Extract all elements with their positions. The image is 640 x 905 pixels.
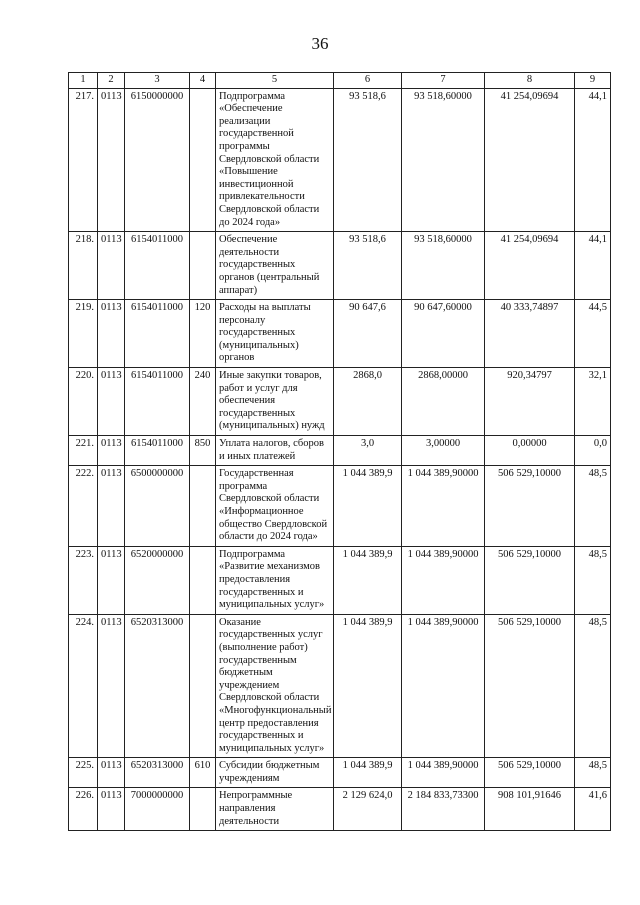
table-row <box>69 300 611 368</box>
executed-amount: 920,34797 <box>485 368 575 436</box>
executed-amount: 0,00000 <box>485 436 575 466</box>
page-number: 36 <box>311 34 329 53</box>
budget-table <box>68 72 611 831</box>
table-row <box>69 546 611 614</box>
section-code: 0113 <box>98 300 125 368</box>
column-header-8: 8 <box>485 73 575 89</box>
executed-amount: 41 254,09694 <box>485 232 575 300</box>
executed-amount: 41 254,09694 <box>485 88 575 232</box>
approved-amount: 1 044 389,9 <box>334 614 402 758</box>
execution-percent: 0,0 <box>575 436 611 466</box>
column-header-5: 5 <box>216 73 334 89</box>
table-row <box>69 88 611 232</box>
execution-percent: 44,1 <box>575 88 611 232</box>
row-number: 226. <box>69 788 98 831</box>
expense-type-code: 610 <box>190 758 216 788</box>
item-name: Оказание государственных услуг (выполнение работ) государственным бюджетным учреждением Свердловской области «Многофункциональный центр предоставления государственных и муниципальных услуг» <box>216 614 334 758</box>
expense-type-code <box>190 466 216 547</box>
refined-amount: 1 044 389,90000 <box>402 614 485 758</box>
approved-amount: 3,0 <box>334 436 402 466</box>
target-article-code: 6500000000 <box>125 466 190 547</box>
target-article-code: 6154011000 <box>125 300 190 368</box>
table-row <box>69 368 611 436</box>
row-number: 220. <box>69 368 98 436</box>
expense-type-code <box>190 614 216 758</box>
refined-amount: 2 184 833,73300 <box>402 788 485 831</box>
row-number: 218. <box>69 232 98 300</box>
item-name: Иные закупки товаров, работ и услуг для обеспечения государственных (муниципальных) нужд <box>216 368 334 436</box>
column-header-9: 9 <box>575 73 611 89</box>
approved-amount: 1 044 389,9 <box>334 546 402 614</box>
item-name: Субсидии бюджетным учреждениям <box>216 758 334 788</box>
refined-amount: 93 518,60000 <box>402 88 485 232</box>
table-row <box>69 232 611 300</box>
expense-type-code <box>190 546 216 614</box>
refined-amount: 93 518,60000 <box>402 232 485 300</box>
item-name: Подпрограмма «Развитие механизмов предоставления государственных и муниципальных услуг» <box>216 546 334 614</box>
column-header-3: 3 <box>125 73 190 89</box>
section-code: 0113 <box>98 758 125 788</box>
section-code: 0113 <box>98 614 125 758</box>
refined-amount: 1 044 389,90000 <box>402 546 485 614</box>
approved-amount: 2 129 624,0 <box>334 788 402 831</box>
column-header-2: 2 <box>98 73 125 89</box>
approved-amount: 93 518,6 <box>334 88 402 232</box>
column-header-4: 4 <box>190 73 216 89</box>
row-number: 223. <box>69 546 98 614</box>
approved-amount: 90 647,6 <box>334 300 402 368</box>
target-article-code: 7000000000 <box>125 788 190 831</box>
execution-percent: 44,1 <box>575 232 611 300</box>
row-number: 222. <box>69 466 98 547</box>
target-article-code: 6520000000 <box>125 546 190 614</box>
execution-percent: 48,5 <box>575 758 611 788</box>
execution-percent: 48,5 <box>575 546 611 614</box>
row-number: 221. <box>69 436 98 466</box>
item-name: Обеспечение деятельности государственных органов (центральный аппарат) <box>216 232 334 300</box>
row-number: 217. <box>69 88 98 232</box>
target-article-code: 6520313000 <box>125 614 190 758</box>
column-header-7: 7 <box>402 73 485 89</box>
execution-percent: 48,5 <box>575 466 611 547</box>
refined-amount: 1 044 389,90000 <box>402 758 485 788</box>
executed-amount: 506 529,10000 <box>485 466 575 547</box>
table-row <box>69 436 611 466</box>
expense-type-code <box>190 788 216 831</box>
expense-type-code: 850 <box>190 436 216 466</box>
section-code: 0113 <box>98 788 125 831</box>
item-name: Расходы на выплаты персоналу государственных (муниципальных) органов <box>216 300 334 368</box>
section-code: 0113 <box>98 368 125 436</box>
executed-amount: 506 529,10000 <box>485 546 575 614</box>
target-article-code: 6154011000 <box>125 368 190 436</box>
section-code: 0113 <box>98 546 125 614</box>
target-article-code: 6150000000 <box>125 88 190 232</box>
expense-type-code <box>190 232 216 300</box>
refined-amount: 2868,00000 <box>402 368 485 436</box>
approved-amount: 2868,0 <box>334 368 402 436</box>
table-body <box>69 88 611 831</box>
approved-amount: 1 044 389,9 <box>334 758 402 788</box>
column-header-6: 6 <box>334 73 402 89</box>
row-number: 219. <box>69 300 98 368</box>
target-article-code: 6154011000 <box>125 232 190 300</box>
target-article-code: 6520313000 <box>125 758 190 788</box>
expense-type-code: 120 <box>190 300 216 368</box>
table-row <box>69 466 611 547</box>
target-article-code: 6154011000 <box>125 436 190 466</box>
approved-amount: 93 518,6 <box>334 232 402 300</box>
refined-amount: 90 647,60000 <box>402 300 485 368</box>
execution-percent: 41,6 <box>575 788 611 831</box>
expense-type-code: 240 <box>190 368 216 436</box>
table-row <box>69 614 611 758</box>
expense-type-code <box>190 88 216 232</box>
section-code: 0113 <box>98 436 125 466</box>
section-code: 0113 <box>98 466 125 547</box>
execution-percent: 44,5 <box>575 300 611 368</box>
table-row <box>69 788 611 831</box>
column-header-1: 1 <box>69 73 98 89</box>
item-name: Непрограммные направления деятельности <box>216 788 334 831</box>
row-number: 225. <box>69 758 98 788</box>
executed-amount: 506 529,10000 <box>485 758 575 788</box>
row-number: 224. <box>69 614 98 758</box>
executed-amount: 908 101,91646 <box>485 788 575 831</box>
header-row <box>69 73 611 89</box>
item-name: Государственная программа Свердловской области «Информационное общество Свердловской области до 2024 года» <box>216 466 334 547</box>
section-code: 0113 <box>98 232 125 300</box>
refined-amount: 3,00000 <box>402 436 485 466</box>
refined-amount: 1 044 389,90000 <box>402 466 485 547</box>
table-row <box>69 758 611 788</box>
item-name: Подпрограмма «Обеспечение реализации государственной программы Свердловской области «Повышение инвестиционной привлекательности Свердловской области до 2024 года» <box>216 88 334 232</box>
executed-amount: 40 333,74897 <box>485 300 575 368</box>
execution-percent: 32,1 <box>575 368 611 436</box>
approved-amount: 1 044 389,9 <box>334 466 402 547</box>
execution-percent: 48,5 <box>575 614 611 758</box>
executed-amount: 506 529,10000 <box>485 614 575 758</box>
item-name: Уплата налогов, сборов и иных платежей <box>216 436 334 466</box>
section-code: 0113 <box>98 88 125 232</box>
